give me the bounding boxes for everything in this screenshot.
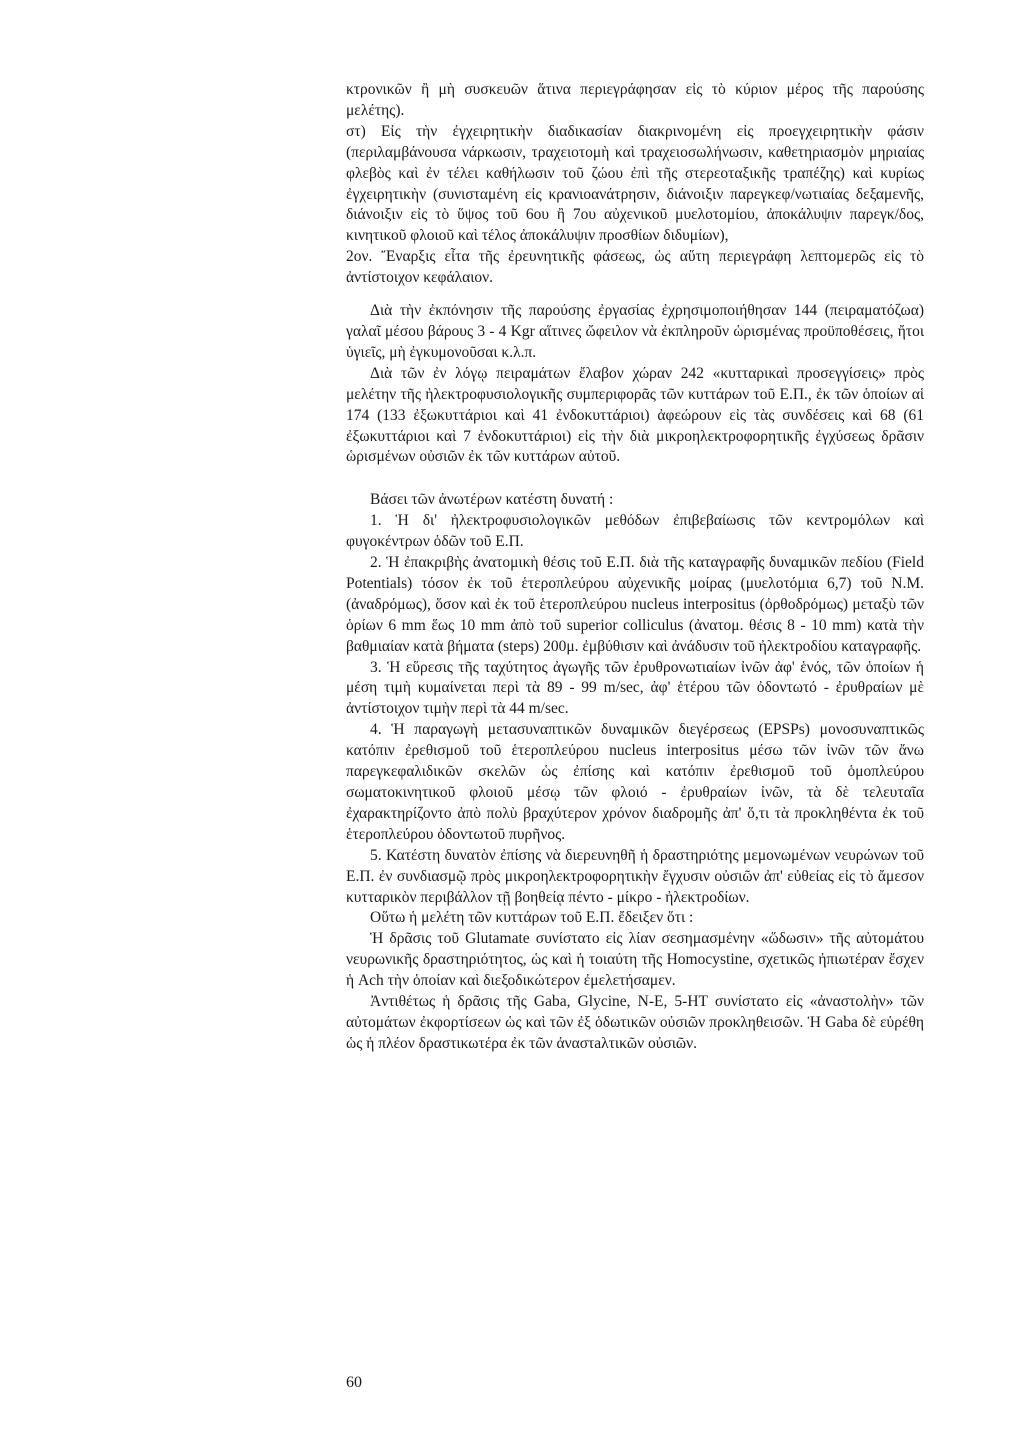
- paragraph-research-phase: 2ον. Ἔναρξις εἶτα τῆς ἐρευνητικῆς φάσεως, ὡς αὕτη περιεγράφη λεπτομερῶς εἰς τὸ ἀντίστοιχον κεφάλαιον.: [346, 248, 924, 287]
- paragraph-glutamate: Ἡ δρᾶσις τοῦ Glutamate συνίστατο εἰς λίαν σεσημασμένην «ὥδωσιν» τῆς αὐτομάτου νευρωνικῆς δραστηριότητος, ὡς καὶ ἡ τοιαύτη τῆς Homocystine, σχετικῶς ἠπιωτέραν ἔσχεν ἡ Ach τὴν ὁποίαν καὶ διεξοδικώτερον ἐμελετήσαμεν.: [346, 930, 924, 990]
- paragraph-surgical-procedure: στ) Εἰς τὴν ἐγχειρητικὴν διαδικασίαν διακρινομένη εἰς προεγχειρητικὴν φάσιν (περιλαμβάνουσα νάρκωσιν, τραχειοτομὴ καὶ τραχειοσωλήνωσιν, καθετηριασμὸν μηριαίας φλεβὸς καὶ ἐν τέλει καθήλωσιν τοῦ ζώου ἐπὶ τῆς στερεοταξικῆς τραπέζης) καὶ κυρίως ἐγχειρητικὴν (συνισταμένη εἰς κρανιοανάτρησιν, διάνοιξιν παρεγκεφ/νωτιαίας δεξαμενῆς, διάνοιξιν εἰς τὸ ὕψος τοῦ 6ου ἢ 7ου αὐχενικοῦ μυελοτομίου, ἀποκάλυψιν παρεγκ/δος, κινητικοῦ φλοιοῦ καὶ τέλος ἀποκάλυψιν προσθίων διδυμίων),: [346, 122, 924, 245]
- paragraph-conclusions-intro: Βάσει τῶν ἀνωτέρων κατέστη δυνατή :: [370, 491, 614, 509]
- list-item-4: 4. Ἡ παραγωγὴ μετασυναπτικῶν δυναμικῶν διεγέρσεως (EPSPs) μονοσυναπτικῶς κατόπιν ἐρεθισμοῦ τοῦ ἑτεροπλεύρου nucleus interpositus μέσω τῶν ἰνῶν τῶν ἄνω παρεγκεφαλιδικῶν σκελῶν ὡς ἐπίσης καὶ κατόπιν ἐρεθισμοῦ τοῦ ὁμοπλεύρου σωματοκινητικοῦ φλοιοῦ μέσῳ τῶν φλοιό - ἐρυθραίων ἰνῶν, τὰ δὲ τελευταῖα ἐχαρακτηρίζοντο ἀπὸ πολὺ βραχύτερον χρόνον διαδρομῆς ἀπ' ὅ,τι τὰ προκληθέντα ἐκ τοῦ ἑτεροπλεύρου ὀδοντωτοῦ πυρῆνος.: [346, 721, 924, 843]
- list-item-1: 1. Ἡ δι' ἠλεκτροφυσιολογικῶν μεθόδων ἐπιβεβαίωσις τῶν κεντρομόλων καὶ φυγοκέντρων ὁδῶν τοῦ Ε.Π.: [346, 512, 924, 551]
- paragraph-study-showed: Οὕτω ἡ μελέτη τῶν κυττάρων τοῦ Ε.Π. ἔδειξεν ὅτι :: [370, 909, 694, 927]
- paragraph-animals: Διὰ τὴν ἐκπόνησιν τῆς παρούσης ἐργασίας ἐχρησιμοποιήθησαν 144 (πειραματόζωα) γαλαῖ μέσου βάρους 3 - 4 Kgr αἵτινες ὤφειλον νὰ ἐκπληροῦν ὡρισμένας προϋποθέσεις, ἤτοι ὑγιεῖς, μὴ ἐγκυμονοῦσαι κ.λ.π.: [346, 302, 924, 361]
- list-item-2: 2. Ἡ ἐπακριβὴς ἀνατομικὴ θέσις τοῦ Ε.Π. διὰ τῆς καταγραφῆς δυναμικῶν πεδίου (Field Potentials) τόσον ἐκ τοῦ ἑτεροπλεύρου αὐχενικῆς μοίρας (μυελοτόμια 6,7) τοῦ Ν.Μ. (ἀναδρόμως), ὅσον καὶ ἐκ τοῦ ἑτεροπλεύρου nucleus interpositus (ὀρθοδρόμως) μεταξὺ τῶν ὁρίων 6 mm ἕως 10 mm ἀπὸ τοῦ superior colliculus (ἀνατομ. θέσις 8 - 10 mm) κατὰ τὴν βαθμιαίαν κατὰ βήματα (steps) 200μ. ἐμβύθισιν καὶ ἀνάδυσιν τοῦ ἠλεκτροδίου καταγραφῆς.: [346, 554, 924, 655]
- page-text: [346, 80, 924, 1055]
- paragraph-gaba: Ἀντιθέτως ἡ δρᾶσις τῆς Gaba, Glycine, N-E, 5-HT συνίστατο εἰς «ἀναστολὴν» τῶν αὐτομάτων ἐκφορτίσεων ὡς καὶ τῶν ἐξ ὁδωτικῶν οὐσιῶν προκληθεισῶν. Ἡ Gaba δὲ εὑρέθη ὡς ἡ πλέον δραστικωτέρα ἐκ τῶν ἀναστaλτικῶν οὐσιῶν.: [346, 993, 924, 1052]
- list-item-3: 3. Ἡ εὕρεσις τῆς ταχύτητος ἀγωγῆς τῶν ἐρυθρονωτιαίων ἰνῶν ἀφ' ἑνός, τῶν ὁποίων ἡ μέση τιμὴ κυμαίνεται περὶ τὰ 89 - 99 m/sec, ἀφ' ἑτέρου τῶν ὀδοντωτό - ἐρυθραίων μὲ ἀντίστοιχον τιμὴν περὶ τὰ 44 m/sec.: [346, 658, 924, 718]
- page-number: 60: [346, 1374, 362, 1391]
- paragraph-continuation: κτρονικῶν ἢ μὴ συσκευῶν ἅτινα περιεγράφησαν εἰς τὸ κύριον μέρος τῆς παρούσης μελέτης).: [346, 81, 924, 119]
- paragraph-cell-approaches: Διὰ τῶν ἐν λόγῳ πειραμάτων ἔλαβον χώραν 242 «κυτταρικαὶ προσεγγίσεις» πρὸς μελέτην τῆς ἠλεκτροφυσιολογικῆς συμπεριφορᾶς τῶν κυττάρων τοῦ Ε.Π., ἐκ τῶν ὁποίων αἱ 174 (133 ἐξωκυττάριοι καὶ 41 ἐνδοκυττάριοι) ἀφεώρουν εἰς τὰς συνδέσεις καὶ 68 (61 ἐξωκυττάριοι καὶ 7 ἐνδοκυττάριοι) εἰς τὴν διὰ μικροηλεκτροφορητικῆς ἐγχύσεως δρᾶσιν ὡρισμένων οὐσιῶν ἐκ τῶν κυττάρων αὐτοῦ.: [346, 364, 924, 466]
- list-item-5: 5. Κατέστη δυνατὸν ἐπίσης νὰ διερευνηθῆ ἡ δραστηριότης μεμονωμένων νευρώνων τοῦ Ε.Π. ἐν συνδιασμῷ πρὸς μικροηλεκτροφορητικὴν ἔγχυσιν οὐσιῶν ἀπ' εὐθείας εἰς τὸ ἄμεσον κυτταρικὸν περιβάλλον τῇ βοηθείᾳ πέντο - μίκρο - ἠλεκτροδίων.: [346, 846, 924, 906]
